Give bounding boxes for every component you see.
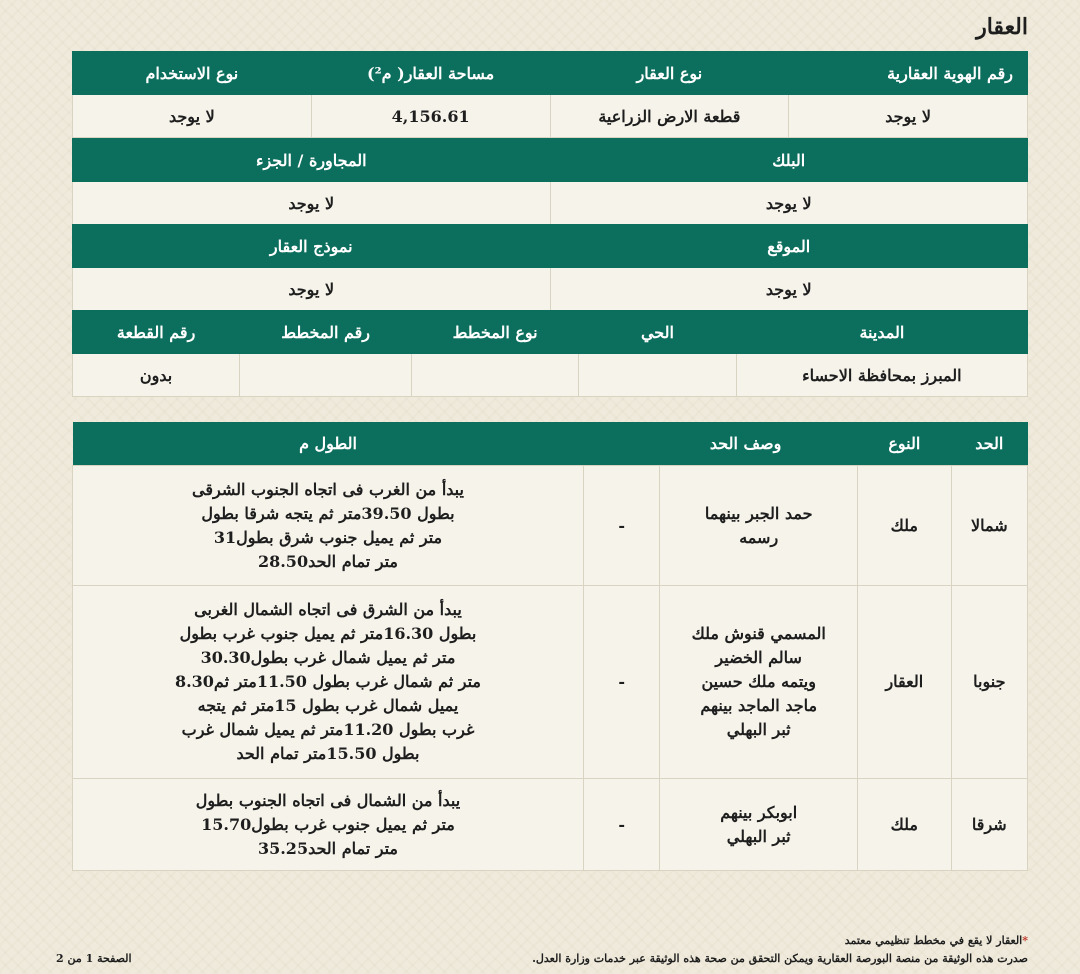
section4-header-row [73,311,1028,354]
plot-number-header: رقم القطعة [73,311,240,354]
border-length-line: متر تمام الحد35.25 [257,838,398,858]
district-header: الحي [579,311,737,354]
page-title: العقار [976,14,1028,40]
footer-note [532,932,1028,968]
border-description-line: ماجد الماجد بينهم [700,696,818,715]
asterisk-mark: * [1022,934,1028,947]
section4-value-row [73,354,1028,397]
border-length-line: يبدأ من الشمال فى اتجاه الجنوب بطول [195,790,461,810]
district-value [579,354,737,397]
section1-table [72,51,1028,138]
border-row [73,779,1028,871]
border-length-line: متر ثم يميل شمال غرب بطول30.30 [200,648,456,667]
borders-header-row [73,422,1028,466]
border-description-line: ثبر البهلي [726,826,791,846]
border-length-line: متر ثم يميل جنوب غرب بطول15.70 [201,814,455,834]
border-length-line: يبدأ من الشرق فى اتجاه الشمال الغربى [194,600,462,619]
plan-number-header: رقم المخطط [240,311,412,354]
border-length [73,779,584,871]
border-length-line: بطول 39.50متر ثم يتجه شرقا بطول [201,503,455,523]
border-description-line: ثبر البهلي [726,720,791,739]
section2-header-row [73,139,1028,182]
border-dash: - [583,586,659,779]
border-length-line: بطول 16.30متر ثم يميل جنوب غرب بطول [179,624,477,643]
border-length-line: يميل شمال غرب بطول 15متر ثم يتجه [197,696,459,715]
property-id-value: لا يوجد [789,95,1028,138]
block-header: البلك [550,139,1028,182]
verification-note: صدرت هذه الوثيقة من منصة البورصة العقارية ويمكن التحقق من صحة هذه الوثيقة عبر خدمات وزارة العدل. [532,952,1028,965]
section2-value-row [73,182,1028,225]
location-header: الموقع [550,225,1028,268]
border-description [660,466,858,586]
property-type-header: نوع العقار [550,52,789,95]
border-length-line: متر تمام الحد28.50 [257,551,398,571]
plan-number-value [240,354,412,397]
section2-table [72,138,1028,225]
border-type: ملك [858,779,952,871]
border-length-line: بطول 15.50متر تمام الحد [236,744,420,763]
border-dash: - [583,779,659,871]
type-header: النوع [858,422,952,466]
border-length-line: غرب بطول 11.20متر ثم يميل شمال غرب [181,720,475,739]
border-description-line: ابوبكر بينهم [720,802,798,822]
border-description-line: المسمي قنوش ملك [691,624,826,643]
border-side: شرقا [951,779,1027,871]
length-header: الطول م [73,422,584,466]
border-length-line: يبدأ من الغرب فى اتجاه الجنوب الشرقى [192,479,464,499]
usage-type-header: نوع الاستخدام [73,52,312,95]
border-row [73,586,1028,779]
block-value: لا يوجد [550,182,1028,225]
border-side: جنوبا [951,586,1027,779]
empty-header [583,422,659,466]
border-description [660,586,858,779]
border-length [73,466,584,586]
plan-note: العقار لا يقع في مخطط تنظيمي معتمد [844,934,1023,947]
section3-table [72,224,1028,311]
property-model-header: نموذج العقار [73,225,551,268]
border-type: ملك [858,466,952,586]
usage-type-value: لا يوجد [73,95,312,138]
border-description-line: رسمه [739,527,779,547]
property-model-value: لا يوجد [73,268,551,311]
neighborhood-part-header: المجاورة / الجزء [73,139,551,182]
section4-table [72,310,1028,397]
city-value: المبرز بمحافظة الاحساء [736,354,1027,397]
border-length [73,586,584,779]
border-length-line: متر ثم شمال غرب بطول 11.50متر ثم8.30 [174,672,481,691]
side-header: الحد [951,422,1027,466]
property-id-header: رقم الهوية العقارية [789,52,1028,95]
city-header: المدينة [736,311,1027,354]
plan-type-value [412,354,579,397]
property-area-value: 4,156.61 [311,95,550,138]
location-value: لا يوجد [550,268,1028,311]
page-number: الصفحة 1 من 2 [56,952,132,965]
border-description-line: سالم الخضير [715,648,802,667]
neighborhood-part-value: لا يوجد [73,182,551,225]
plan-type-header: نوع المخطط [412,311,579,354]
border-description [660,779,858,871]
border-length-line: متر ثم يميل جنوب شرق بطول31 [213,527,443,547]
border-type: العقار [858,586,952,779]
section3-header-row [73,225,1028,268]
border-row [73,466,1028,586]
borders-table [72,422,1028,871]
plot-number-value: بدون [73,354,240,397]
border-side: شمالا [951,466,1027,586]
border-description-line: ويتمه ملك حسين [701,672,816,691]
section1-value-row [73,95,1028,138]
border-dash: - [583,466,659,586]
section3-value-row [73,268,1028,311]
property-area-header: مساحة العقار( م²) [311,52,550,95]
border-description-line: حمد الجبر بينهما [704,503,813,523]
section1-header-row [73,52,1028,95]
description-header: وصف الحد [660,422,858,466]
property-type-value: قطعة الارض الزراعية [550,95,789,138]
